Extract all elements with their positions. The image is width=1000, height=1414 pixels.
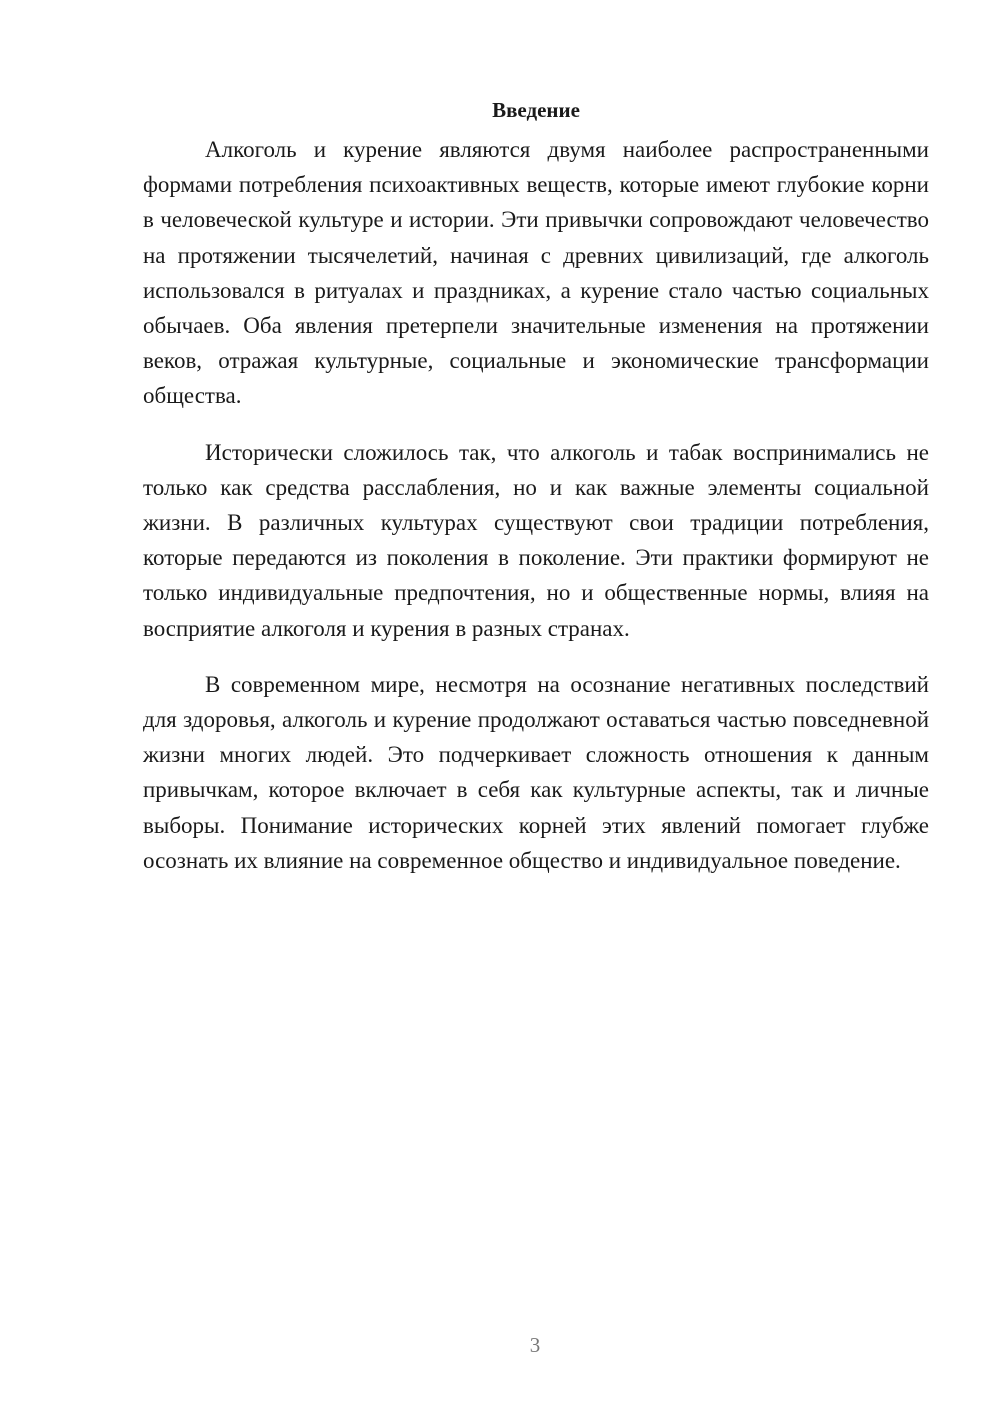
page-number: 3: [529, 1333, 541, 1357]
paragraph-3: В современном мире, несмотря на осознание негативных последствий для здоровья, алкоголь и курение продолжают оставаться частью повседневной жизни многих людей. Это подчеркивает сложность отношения к данным привычкам, которое включает в себя как культурные аспекты, так и личные выборы. Понимание исторических корней этих явлений помогает глубже осознать их влияние на современное общество и индивидуальное поведение.: [143, 671, 929, 873]
paragraph-1: Алкоголь и курение являются двумя наиболее распространенными формами потребления психоактивных веществ, которые имеют глубокие корни в человеческой культуре и истории. Эти привычки сопровождают человечество на протяжении тысячелетий, начиная с древних цивилизаций, где алкоголь использовался в ритуалах и праздниках, а курение стало частью социальных обычаев. Оба явления претерпели значительные изменения на протяжении веков, отражая культурные, социальные и экономические трансформации общества.: [143, 137, 929, 409]
section-heading: Введение: [492, 98, 580, 122]
paragraph-2: Исторически сложилось так, что алкоголь и табак воспринимались не только как средства расслабления, но и как важные элементы социальной жизни. В различных культурах существуют свои традиции потребления, которые передаются из поколения в поколение. Эти практики формируют не только индивидуальные предпочтения, но и общественные нормы, влияя на восприятие алкоголя и курения в разных странах.: [143, 439, 929, 641]
page-content: [143, 92, 929, 899]
